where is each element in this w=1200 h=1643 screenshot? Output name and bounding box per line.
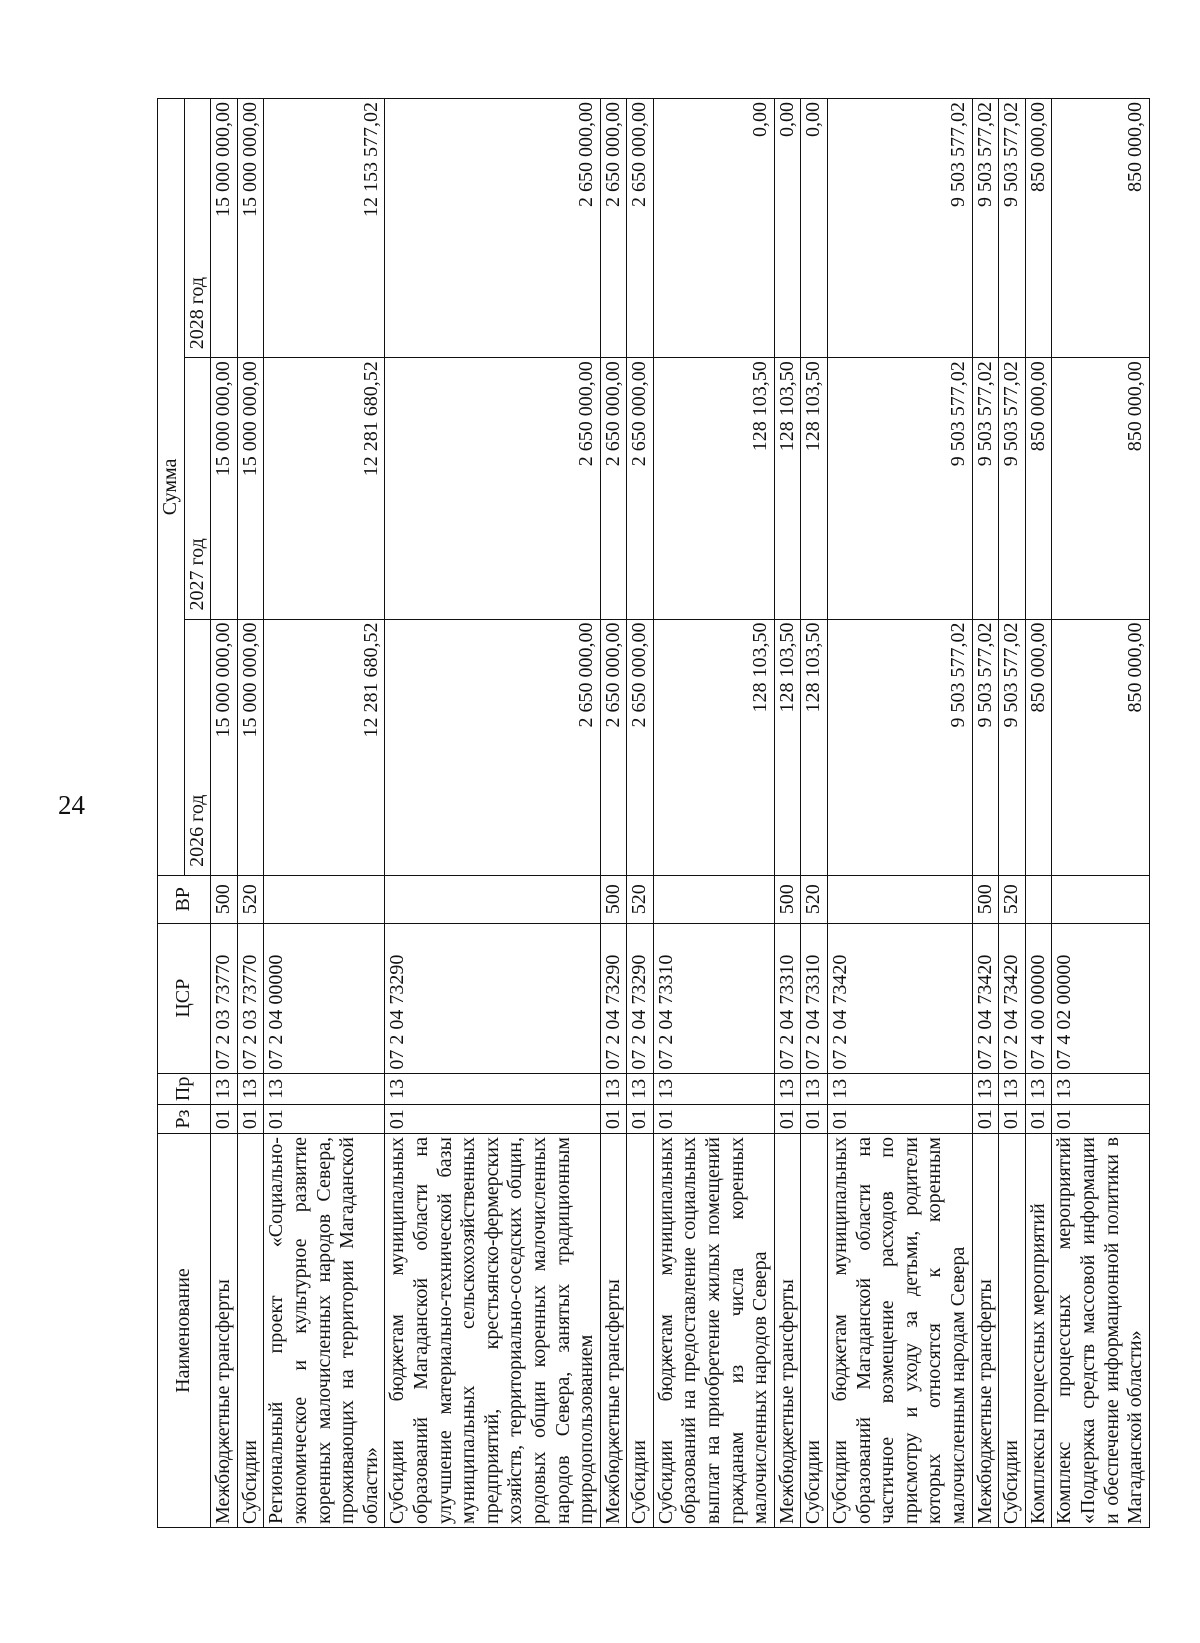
cell-csr: 07 2 04 73420 (999, 923, 1026, 1073)
cell-name: Субсидии бюджетам муниципальных образований Магаданской области на улучшение материально-технической базы муниципальных сельскохозяйственных предприятий, крестьянско-фермерских хозяйств, территориально-соседских общин, родовых общин коренных малочисленных народов Севера, занятых традиционным природопользованием (385, 1134, 600, 1528)
table-row (972, 99, 999, 1528)
cell-pr: 13 (600, 1073, 627, 1104)
cell-2028: 15 000 000,00 (211, 99, 238, 358)
page-number: 24 (58, 790, 85, 820)
table-row (828, 99, 973, 1528)
cell-2027: 9 503 577,02 (999, 358, 1026, 619)
cell-csr: 07 4 00 00000 (1025, 923, 1052, 1073)
cell-pr: 13 (211, 1073, 238, 1104)
cell-2026: 850 000,00 (1052, 619, 1149, 875)
cell-2027: 12 281 680,52 (264, 358, 385, 619)
cell-pr: 13 (385, 1073, 600, 1104)
cell-pr: 13 (264, 1073, 385, 1104)
cell-rz: 01 (1052, 1105, 1149, 1134)
cell-pr: 13 (1052, 1073, 1149, 1104)
cell-2028: 9 503 577,02 (972, 99, 999, 358)
table-row (653, 99, 774, 1528)
cell-vr: 520 (999, 875, 1026, 923)
cell-2027: 15 000 000,00 (211, 358, 238, 619)
cell-pr: 13 (627, 1073, 654, 1104)
cell-pr: 13 (801, 1073, 828, 1104)
cell-2026: 15 000 000,00 (237, 619, 264, 875)
cell-rz: 01 (385, 1105, 600, 1134)
table-row (1052, 99, 1149, 1528)
cell-csr: 07 2 04 73420 (972, 923, 999, 1073)
cell-2028: 850 000,00 (1052, 99, 1149, 358)
rotated-table-container (157, 98, 1147, 1528)
cell-2026: 9 503 577,02 (972, 619, 999, 875)
cell-rz: 01 (972, 1105, 999, 1134)
cell-name: Региональный проект «Социально-экономическое и культурное развитие коренных малочисленных народов Севера, проживающих на территории Магаданской области» (264, 1134, 385, 1528)
cell-rz: 01 (653, 1105, 774, 1134)
header-year-2027: 2027 год (184, 358, 211, 619)
cell-2026: 128 103,50 (653, 619, 774, 875)
cell-2027: 2 650 000,00 (385, 358, 600, 619)
cell-name: Субсидии (627, 1134, 654, 1528)
cell-vr (1025, 875, 1052, 923)
header-name: Наименование (158, 1134, 211, 1528)
cell-2028: 9 503 577,02 (828, 99, 973, 358)
cell-2028: 2 650 000,00 (385, 99, 600, 358)
cell-pr: 13 (972, 1073, 999, 1104)
cell-name: Межбюджетные трансферты (972, 1134, 999, 1528)
cell-name: Межбюджетные трансферты (774, 1134, 801, 1528)
header-sum: Сумма (158, 99, 185, 876)
table-row (774, 99, 801, 1528)
cell-name: Межбюджетные трансферты (600, 1134, 627, 1528)
cell-2028: 2 650 000,00 (627, 99, 654, 358)
cell-csr: 07 4 02 00000 (1052, 923, 1149, 1073)
cell-2028: 850 000,00 (1025, 99, 1052, 358)
cell-rz: 01 (600, 1105, 627, 1134)
cell-name: Комплексы процессных мероприятий (1025, 1134, 1052, 1528)
cell-vr (264, 875, 385, 923)
table-body (211, 99, 1150, 1528)
table-row (999, 99, 1026, 1528)
cell-name: Субсидии (999, 1134, 1026, 1528)
cell-name: Субсидии (801, 1134, 828, 1528)
cell-2027: 15 000 000,00 (237, 358, 264, 619)
cell-2027: 128 103,50 (801, 358, 828, 619)
table-row (211, 99, 238, 1528)
cell-name: Межбюджетные трансферты (211, 1134, 238, 1528)
cell-vr (385, 875, 600, 923)
cell-2026: 15 000 000,00 (211, 619, 238, 875)
cell-2028: 9 503 577,02 (999, 99, 1026, 358)
table-row (1025, 99, 1052, 1528)
cell-2028: 2 650 000,00 (600, 99, 627, 358)
cell-2027: 850 000,00 (1052, 358, 1149, 619)
cell-rz: 01 (1025, 1105, 1052, 1134)
cell-rz: 01 (999, 1105, 1026, 1134)
header-rz: Рз (158, 1105, 211, 1134)
cell-2028: 12 153 577,02 (264, 99, 385, 358)
cell-2028: 15 000 000,00 (237, 99, 264, 358)
cell-csr: 07 2 03 73770 (237, 923, 264, 1073)
table-row (801, 99, 828, 1528)
cell-csr: 07 2 03 73770 (211, 923, 238, 1073)
cell-csr: 07 2 04 73420 (828, 923, 973, 1073)
cell-2028: 0,00 (801, 99, 828, 358)
cell-2026: 850 000,00 (1025, 619, 1052, 875)
cell-2026: 9 503 577,02 (828, 619, 973, 875)
cell-name: Субсидии (237, 1134, 264, 1528)
cell-vr: 500 (600, 875, 627, 923)
table-row (385, 99, 600, 1528)
cell-pr: 13 (828, 1073, 973, 1104)
cell-2027: 128 103,50 (774, 358, 801, 619)
cell-pr: 13 (1025, 1073, 1052, 1104)
cell-rz: 01 (627, 1105, 654, 1134)
header-row-top (158, 99, 185, 1528)
table-row (237, 99, 264, 1528)
cell-2028: 0,00 (653, 99, 774, 358)
cell-name: Комплекс процессных мероприятий «Поддержка средств массовой информации и обеспечение информационной политики в Магаданской области» (1052, 1134, 1149, 1528)
header-pr: Пр (158, 1073, 211, 1104)
cell-2027: 2 650 000,00 (600, 358, 627, 619)
cell-csr: 07 2 04 73290 (385, 923, 600, 1073)
cell-2026: 9 503 577,02 (999, 619, 1026, 875)
cell-2026: 2 650 000,00 (385, 619, 600, 875)
cell-2026: 2 650 000,00 (600, 619, 627, 875)
cell-vr: 520 (237, 875, 264, 923)
cell-csr: 07 2 04 00000 (264, 923, 385, 1073)
cell-name: Субсидии бюджетам муниципальных образований Магаданской области на частичное возмещение расходов по присмотру и уходу за детьми, родители которых относятся к коренным малочисленным народам Севера (828, 1134, 973, 1528)
cell-name: Субсидии бюджетам муниципальных образований на предоставление социальных выплат на приобретение жилых помещений гражданам из числа коренных малочисленных народов Севера (653, 1134, 774, 1528)
cell-2028: 0,00 (774, 99, 801, 358)
cell-csr: 07 2 04 73310 (801, 923, 828, 1073)
cell-vr (1052, 875, 1149, 923)
table-row (600, 99, 627, 1528)
cell-pr: 13 (237, 1073, 264, 1104)
cell-2026: 128 103,50 (801, 619, 828, 875)
cell-rz: 01 (774, 1105, 801, 1134)
cell-rz: 01 (801, 1105, 828, 1134)
header-csr: ЦСР (158, 923, 211, 1073)
cell-pr: 13 (774, 1073, 801, 1104)
cell-2027: 850 000,00 (1025, 358, 1052, 619)
header-year-2026: 2026 год (184, 619, 211, 875)
cell-2027: 2 650 000,00 (627, 358, 654, 619)
cell-2026: 128 103,50 (774, 619, 801, 875)
cell-vr (828, 875, 973, 923)
cell-2026: 2 650 000,00 (627, 619, 654, 875)
header-vr: ВР (158, 875, 211, 923)
header-year-2028: 2028 год (184, 99, 211, 358)
cell-csr: 07 2 04 73310 (774, 923, 801, 1073)
cell-vr: 500 (972, 875, 999, 923)
cell-pr: 13 (653, 1073, 774, 1104)
cell-rz: 01 (828, 1105, 973, 1134)
budget-table (157, 98, 1150, 1528)
cell-vr: 520 (627, 875, 654, 923)
table-row (627, 99, 654, 1528)
cell-pr: 13 (999, 1073, 1026, 1104)
cell-2027: 128 103,50 (653, 358, 774, 619)
cell-rz: 01 (237, 1105, 264, 1134)
cell-2026: 12 281 680,52 (264, 619, 385, 875)
cell-rz: 01 (211, 1105, 238, 1134)
cell-2027: 9 503 577,02 (972, 358, 999, 619)
cell-rz: 01 (264, 1105, 385, 1134)
cell-vr: 520 (801, 875, 828, 923)
table-row (264, 99, 385, 1528)
cell-2027: 9 503 577,02 (828, 358, 973, 619)
cell-vr: 500 (211, 875, 238, 923)
cell-vr (653, 875, 774, 923)
cell-csr: 07 2 04 73310 (653, 923, 774, 1073)
cell-csr: 07 2 04 73290 (627, 923, 654, 1073)
cell-csr: 07 2 04 73290 (600, 923, 627, 1073)
cell-vr: 500 (774, 875, 801, 923)
